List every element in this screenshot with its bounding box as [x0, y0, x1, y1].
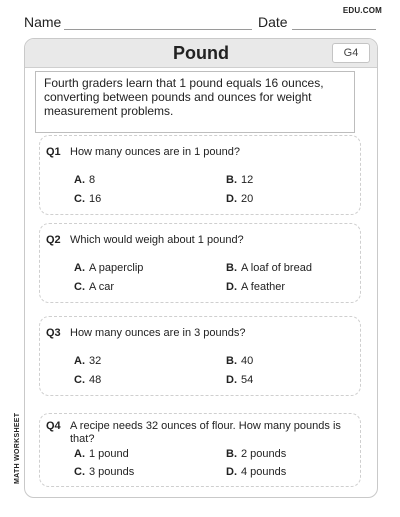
- option-b[interactable]: B. 40: [226, 355, 254, 367]
- date-label: Date: [258, 14, 288, 30]
- option-c[interactable]: C. 3 pounds: [74, 466, 135, 478]
- option-c[interactable]: C. A car: [74, 281, 115, 293]
- card-header: [25, 39, 377, 68]
- question-text: How many ounces are in 3 pounds?: [70, 327, 246, 339]
- side-label: MATH WORKSHEET: [14, 412, 21, 484]
- option-a[interactable]: A. 32: [74, 355, 102, 367]
- name-line: [64, 29, 252, 30]
- intro-box: Fourth graders learn that 1 pound equals 16 ounces, converting between pounds and ounces for weight measurement problems.: [35, 71, 355, 133]
- question-text: Which would weigh about 1 pound?: [70, 234, 244, 246]
- option-a[interactable]: A. 1 pound: [74, 448, 129, 460]
- option-d[interactable]: D. 54: [226, 374, 254, 386]
- question-text: A recipe needs 32 ounces of flour. How many pounds is that?: [70, 420, 341, 445]
- option-a[interactable]: A. A paperclip: [74, 262, 144, 274]
- option-b[interactable]: B. A loaf of bread: [226, 262, 312, 274]
- question-label: Q3: [46, 327, 61, 339]
- header-row: [24, 12, 376, 32]
- brand-logo: EDU.COM: [342, 6, 382, 15]
- option-c[interactable]: C. 48: [74, 374, 102, 386]
- worksheet-card: [24, 38, 378, 498]
- question-label: Q4: [46, 420, 61, 432]
- question-card-4: [39, 413, 361, 487]
- option-d[interactable]: D. A feather: [226, 281, 286, 293]
- question-card-3: [39, 316, 361, 396]
- question-card-2: [39, 223, 361, 303]
- option-b[interactable]: B. 12: [226, 174, 254, 186]
- option-b[interactable]: B. 2 pounds: [226, 448, 287, 460]
- grade-badge: G4: [332, 43, 370, 63]
- question-text: How many ounces are in 1 pound?: [70, 146, 240, 158]
- date-line: [292, 29, 376, 30]
- name-label: Name: [24, 14, 62, 30]
- page-title: Pound: [173, 43, 229, 63]
- question-label: Q1: [46, 146, 61, 158]
- question-card-1: [39, 135, 361, 215]
- option-c[interactable]: C. 16: [74, 193, 102, 205]
- option-d[interactable]: D. 4 pounds: [226, 466, 287, 478]
- question-label: Q2: [46, 234, 61, 246]
- option-a[interactable]: A. 8: [74, 174, 96, 186]
- option-d[interactable]: D. 20: [226, 193, 254, 205]
